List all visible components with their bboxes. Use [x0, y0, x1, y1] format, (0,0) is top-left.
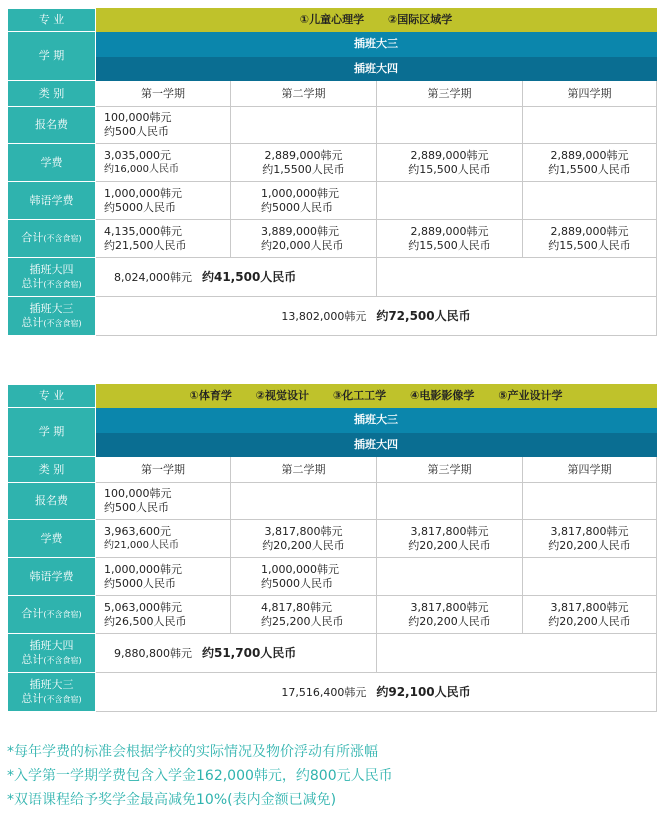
semester-header: 第三学期	[377, 457, 523, 483]
major-item: ②视觉设计	[255, 389, 309, 402]
term-label: 学 期	[8, 32, 96, 81]
table-row	[8, 520, 657, 558]
semester-header: 第二学期	[231, 81, 377, 107]
table-row	[8, 297, 657, 336]
row-label: 学费	[8, 520, 96, 558]
fee-cell: 5,063,000韩元 约26,500人民币	[96, 596, 231, 634]
footnotes	[7, 740, 393, 812]
fee-cell: 3,963,600元 约21,000人民币	[96, 520, 231, 558]
semester-header: 第三学期	[377, 81, 523, 107]
footnote: *入学第一学期学费包含入学金162,000韩元，约800元人民币	[7, 768, 393, 784]
term-junior: 插班大三	[96, 408, 657, 433]
table-row	[8, 144, 657, 182]
total-cell: 17,516,400韩元 约92,100人民币	[96, 673, 657, 712]
fee-cell: 4,135,000韩元 约21,500人民币	[96, 220, 231, 258]
category-label: 类 别	[8, 81, 96, 107]
row-label: 报名费	[8, 107, 96, 144]
semester-header: 第二学期	[231, 457, 377, 483]
table-row	[8, 182, 657, 220]
footnote: *每年学费的标准会根据学校的实际情况及物价浮动有所涨幅	[7, 744, 378, 760]
table-row	[8, 596, 657, 634]
major-item: ②国际区域学	[387, 13, 453, 26]
row-label: 插班大三 总计(不含食宿)	[8, 297, 96, 336]
major-item: ⑤产业设计学	[498, 389, 563, 402]
major-list	[96, 9, 657, 32]
fee-cell: 2,889,000韩元 约15,500人民币	[377, 144, 523, 182]
semester-header: 第一学期	[96, 81, 231, 107]
fee-cell: 2,889,000韩元 约1,5500人民币	[523, 144, 657, 182]
major-item: ④电影影像学	[410, 389, 475, 402]
major-list	[96, 385, 657, 408]
total-cell: 8,024,000韩元 约41,500人民币	[96, 258, 377, 297]
table-row	[8, 558, 657, 596]
total-cell: 13,802,000韩元 约72,500人民币	[96, 297, 657, 336]
fee-cell: 2,889,000韩元 约15,500人民币	[523, 220, 657, 258]
fee-cell: 3,889,000韩元 约20,000人民币	[231, 220, 377, 258]
semester-header: 第四学期	[523, 81, 657, 107]
fee-cell: 3,035,000元 约16,000人民币	[96, 144, 231, 182]
fee-cell: 2,889,000韩元 约15,500人民币	[377, 220, 523, 258]
fee-cell: 1,000,000韩元 约5000人民币	[231, 182, 377, 220]
major-label: 专 业	[8, 385, 96, 408]
footnote: *双语课程给予奖学金最高减免10%(表内金额已减免)	[7, 792, 337, 808]
fee-cell: 3,817,800韩元 约20,200人民币	[231, 520, 377, 558]
table-row	[8, 220, 657, 258]
major-item: ①体育学	[189, 389, 232, 402]
fee-cell: 1,000,000韩元 约5000人民币	[96, 558, 231, 596]
row-label: 合计(不含食宿)	[8, 596, 96, 634]
row-label: 报名费	[8, 483, 96, 520]
term-label: 学 期	[8, 408, 96, 457]
major-item: ③化工工学	[332, 389, 387, 402]
row-label: 韩语学费	[8, 558, 96, 596]
category-label: 类 别	[8, 457, 96, 483]
table-row	[8, 634, 657, 673]
fee-table-2	[7, 384, 657, 712]
table-row	[8, 483, 657, 520]
fee-cell: 100,000韩元 约500人民币	[96, 483, 231, 520]
fee-cell: 4,817,80韩元 约25,200人民币	[231, 596, 377, 634]
table-row	[8, 107, 657, 144]
major-label: 专 业	[8, 9, 96, 32]
row-label: 插班大四 总计(不含食宿)	[8, 634, 96, 673]
fee-cell: 3,817,800韩元 约20,200人民币	[377, 596, 523, 634]
table-row	[8, 258, 657, 297]
fee-cell: 3,817,800韩元 约20,200人民币	[523, 520, 657, 558]
fee-cell: 1,000,000韩元 约5000人民币	[231, 558, 377, 596]
row-label: 合计(不含食宿)	[8, 220, 96, 258]
table-row	[8, 673, 657, 712]
row-label: 学费	[8, 144, 96, 182]
fee-cell: 3,817,800韩元 约20,200人民币	[377, 520, 523, 558]
term-junior: 插班大三	[96, 32, 657, 57]
row-label: 插班大四 总计(不含食宿)	[8, 258, 96, 297]
term-senior: 插班大四	[96, 433, 657, 457]
fee-cell: 100,000韩元 约500人民币	[96, 107, 231, 144]
fee-cell: 2,889,000韩元 约1,5500人民币	[231, 144, 377, 182]
semester-header: 第四学期	[523, 457, 657, 483]
semester-header: 第一学期	[96, 457, 231, 483]
fee-cell: 3,817,800韩元 约20,200人民币	[523, 596, 657, 634]
fee-cell: 1,000,000韩元 约5000人民币	[96, 182, 231, 220]
term-senior: 插班大四	[96, 57, 657, 81]
fee-table-1	[7, 8, 657, 336]
total-cell: 9,880,800韩元 约51,700人民币	[96, 634, 377, 673]
row-label: 韩语学费	[8, 182, 96, 220]
major-item: ①儿童心理学	[299, 13, 365, 26]
row-label: 插班大三 总计(不含食宿)	[8, 673, 96, 712]
